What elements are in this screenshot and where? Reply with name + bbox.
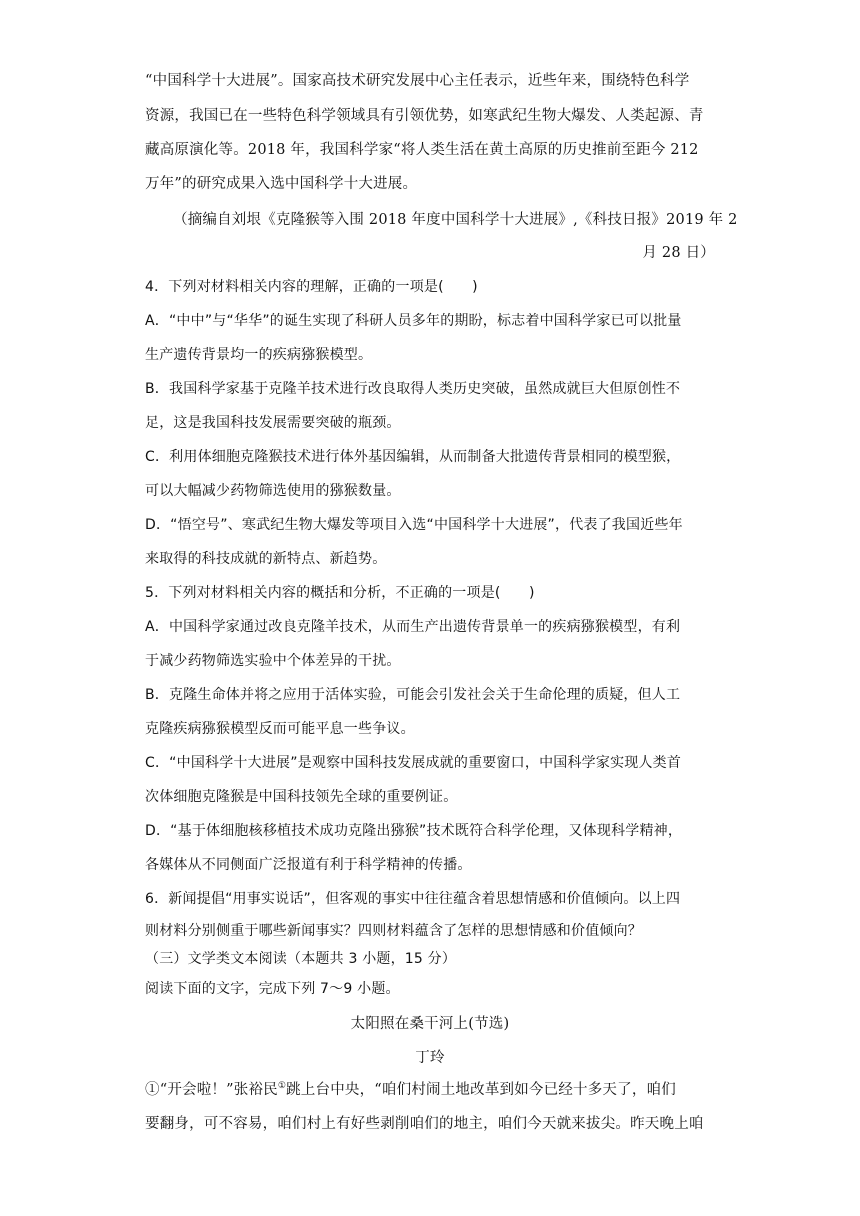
passage-author: 丁玲 xyxy=(415,1050,445,1066)
q4-option-c-cont: 可以大幅减少药物筛选使用的猕猴数量。 xyxy=(145,483,401,499)
question-4-stem: 4．下列对材料相关内容的理解，正确的一项是( ) xyxy=(145,279,478,295)
q4-option-a-cont: 生产遗传背景均一的疾病猕猴模型。 xyxy=(145,347,373,363)
q5-option-c-cont: 次体细胞克隆猴是中国科技领先全球的重要例证。 xyxy=(145,789,458,805)
section-3-heading: （三）文学类文本阅读（本题共 3 小题，15 分） xyxy=(145,951,457,967)
passage-paragraph-1 xyxy=(145,1080,715,1100)
material-line-1: “中国科学十大进展”。国家高技术研究发展中心主任表示，近些年来，围绕特色科学 xyxy=(145,73,690,89)
q4-option-b: B．我国科学家基于克隆羊技术进行改良取得人类历史突破，虽然成就巨大但原创性不 xyxy=(145,381,681,397)
q5-option-a: A．中国科学家通过改良克隆羊技术，从而生产出遗传背景单一的疾病猕猴模型，有利 xyxy=(145,619,681,635)
source-citation-date: 月 28 日） xyxy=(642,245,715,261)
passage-paragraph-1-line-2: 要翻身，可不容易，咱们村上有好些剥削咱们的地主，咱们今天就来拔尖。昨天晚上咱 xyxy=(145,1116,704,1132)
q4-option-c: C．利用体细胞克隆猴技术进行体外基因编辑，从而制备大批遗传背景相同的模型猴， xyxy=(145,449,681,465)
q4-option-d-cont: 来取得的科技成就的新特点、新趋势。 xyxy=(145,551,387,567)
source-citation: （摘编自刘垠《克隆猴等入围 2018 年度中国科学十大进展》,《科技日报》2019 年 2 xyxy=(173,212,738,228)
question-6-line-1: 6．新闻提倡“用事实说话”，但客观的事实中往往蕴含着思想情感和价值倾向。以上四 xyxy=(145,891,681,907)
q5-option-d: D．“基于体细胞核移植技术成功克隆出猕猴”技术既符合科学伦理，又体现科学精神， xyxy=(145,823,683,839)
section-3-instruction: 阅读下面的文字，完成下列 7～9 小题。 xyxy=(145,981,400,997)
q4-option-d: D．“悟空号”、寒武纪生物大爆发等项目入选“中国科学十大进展”，代表了我国近些年 xyxy=(145,517,683,533)
material-line-4: 万年”的研究成果入选中国科学十大进展。 xyxy=(145,176,418,192)
question-6-line-2: 则材料分别侧重于哪些新闻事实？四则材料蕴含了怎样的思想情感和价值倾向？ xyxy=(145,923,642,939)
q5-option-b-cont: 克隆疾病猕猴模型反而可能平息一些争议。 xyxy=(145,721,415,737)
passage-title: 太阳照在桑干河上(节选) xyxy=(350,1016,510,1032)
q5-option-d-cont: 各媒体从不同侧面广泛报道有利于科学精神的传播。 xyxy=(145,857,472,873)
q5-option-c: C．“中国科学十大进展”是观察中国科技发展成就的重要窗口，中国科学家实现人类首 xyxy=(145,755,682,771)
paragraph-1-opening: ①“开会啦！”张裕民 xyxy=(145,1082,278,1098)
q4-option-a: A．“中中”与“华华”的诞生实现了科研人员多年的期盼，标志着中国科学家已可以批量 xyxy=(145,313,682,329)
material-line-3: 藏高原演化等。2018 年，我国科学家“将人类生活在黄土高原的历史推前至距今 212 xyxy=(145,142,699,158)
q4-option-b-cont: 足，这是我国科技发展需要突破的瓶颈。 xyxy=(145,415,401,431)
question-5-stem: 5．下列对材料相关内容的概括和分析，不正确的一项是( ) xyxy=(145,585,535,601)
q5-option-a-cont: 于减少药物筛选实验中个体差异的干扰。 xyxy=(145,653,401,669)
paragraph-1-text: 跳上台中央，“咱们村闹土地改革到如今已经十多天了，咱们 xyxy=(286,1082,676,1098)
footnote-marker[interactable]: ① xyxy=(277,1081,287,1092)
material-line-2: 资源，我国已在一些特色科学领域具有引领优势，如寒武纪生物大爆发、人类起源、青 xyxy=(145,108,704,124)
q5-option-b: B．克隆生命体并将之应用于活体实验，可能会引发社会关于生命伦理的质疑，但人工 xyxy=(145,687,681,703)
